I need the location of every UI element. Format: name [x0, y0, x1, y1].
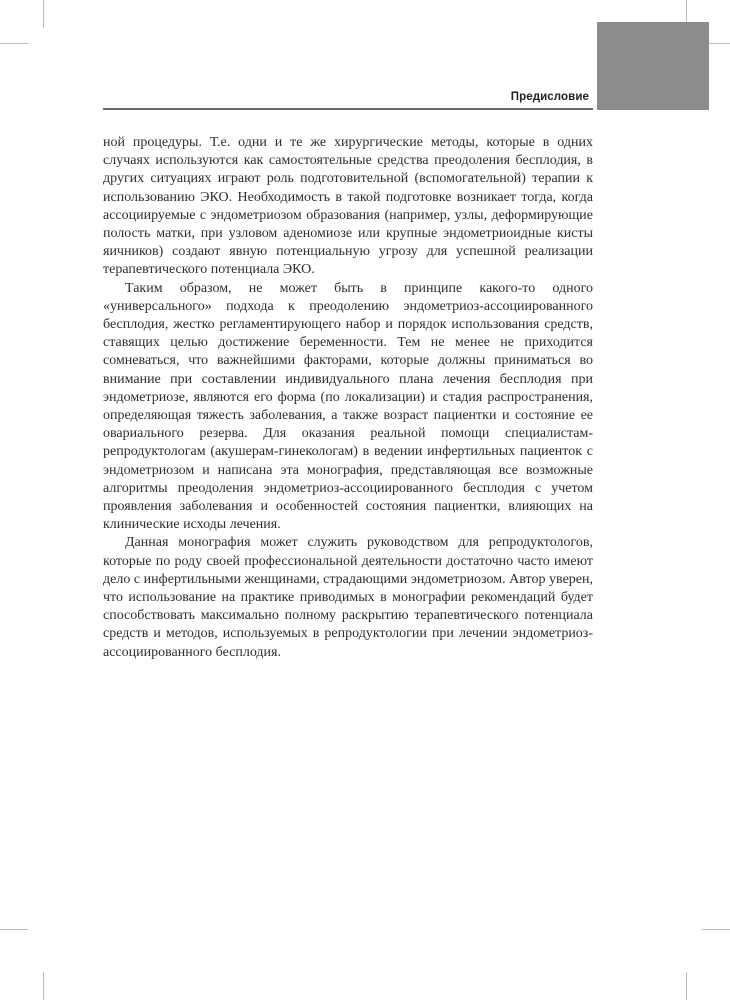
body-text — [103, 134, 593, 662]
crop-mark-top-left — [43, 0, 44, 28]
paragraph: Таким образом, не может быть в принципе какого-то одного «универсального» подхода к преодолению эндометриоз-ассоциированного бесплодия, жестко регламентирующего набор и порядок использования средств, ставящих целью достижение беременности. Тем не менее не приходится сомневаться, что важнейшими факторами, которые должны приниматься во внимание при составлении индивидуального плана лечения бесплодия при эндометриозе, являются его форма (по локализации) и стадия распространения, определяющая тяжесть заболевания, а также возраст пациентки и состояние ее овариального резерва. Для оказания реальной помощи специалистам-репродуктологам (акушерам-гинекологам) в ведении инфертильных пациенток с эндометриозом и написана эта монография, представляющая все возможные алгоритмы преодоления эндометриоз-ассоциированного бесплодия с учетом проявления заболевания и особенностей состояния пациентки, влияющих на клинические исходы лечения. — [103, 280, 593, 533]
paragraph-continued: ной процедуры. Т.е. одни и те же хирургические методы, которые в одних случаях используются как самостоятельные средства преодоления бесплодия, в других ситуациях играют роль подготовительной (вспомогательной) терапии к использованию ЭКО. Необходимость в такой подготовке возникает тогда, когда ассоциируемые с эндометриозом образования (например, узлы, деформирующие полость матки, при узловом аденомиозе или крупные эндометриоидные кисты яичников) создают явную потенциальную угрозу для успешной реализации терапевтического потенциала ЭКО. — [103, 135, 593, 278]
crop-mark-bottom-left — [43, 972, 44, 1000]
crop-mark-right-bottom — [702, 929, 730, 930]
section-tab — [597, 22, 709, 110]
paragraph: Данная монография может служить руководством для репродуктологов, которые по роду своей профессиональной деятельности достаточно часто имеют дело с инфертильными женщинами, страдающими эндометриозом. Автор уверен, что использование на практике приводимых в монографии рекомендаций будет способствовать максимально полному раскрытию терапевтического потенциала средств и методов, используемых в репродуктологии при лечении эндометриоз-ассоциированного бесплодия. — [103, 535, 593, 660]
crop-mark-left-top — [0, 43, 28, 44]
running-header-title: Предисловие — [510, 91, 589, 103]
header-rule — [103, 108, 593, 110]
crop-mark-left-bottom — [0, 929, 28, 930]
crop-mark-bottom-right — [686, 972, 687, 1000]
